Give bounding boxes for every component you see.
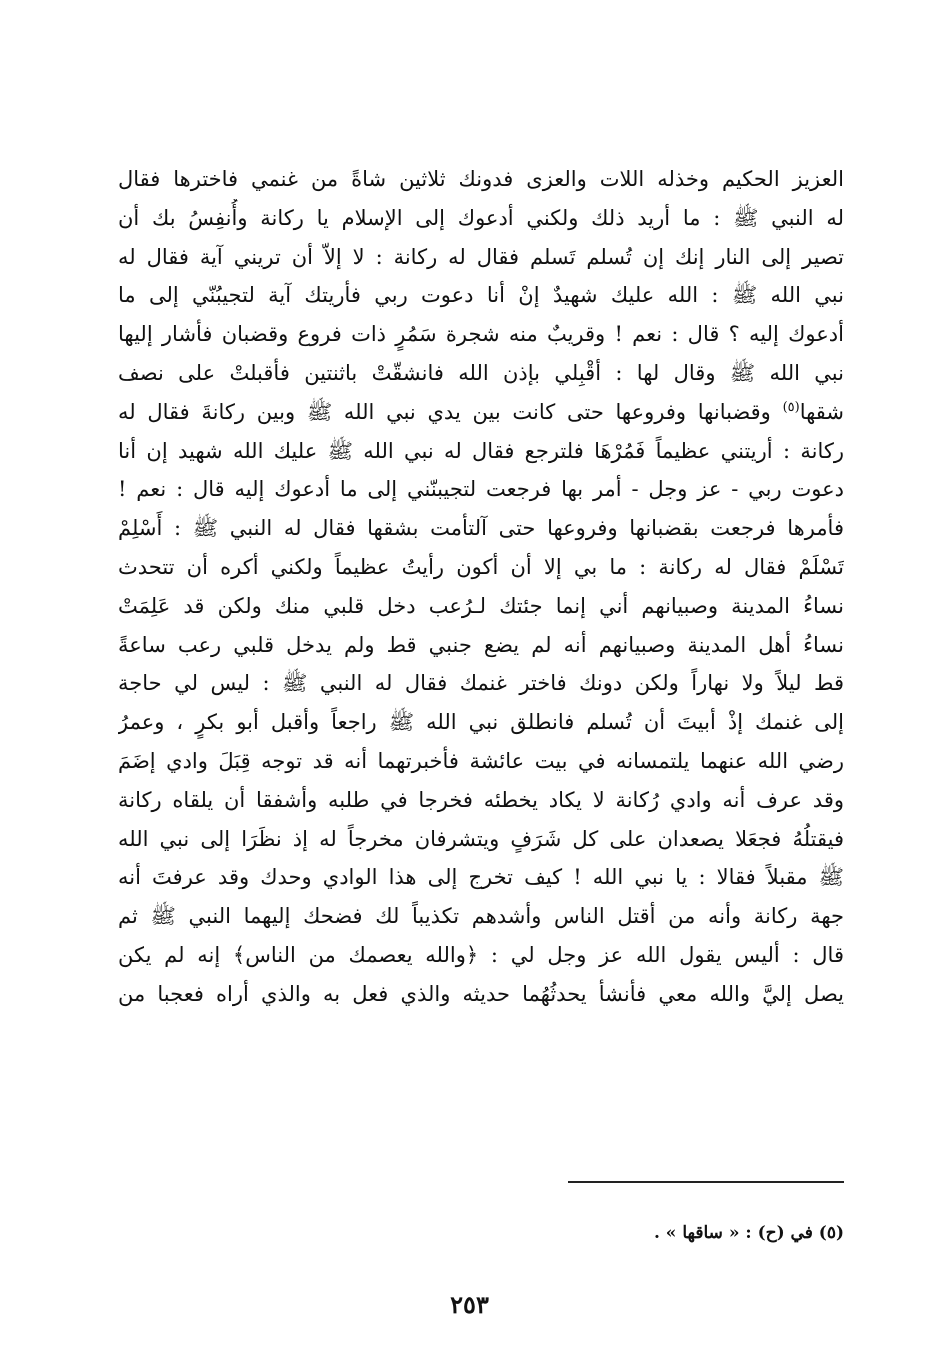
text-line-4: نبي الله ﷺ : الله عليك شهيدٌ إنْ أنا دعوت ربي فأريتك آية لتجيبُنّي إلى ما — [118, 283, 844, 308]
text-line-14: قط ليلاً ولا نهاراً ولكن دونك فاختر غنمك فقال له النبي ﷺ : ليس لي حاجة — [118, 671, 844, 696]
text-line-2: له النبي ﷺ : ما أريد ذلك ولكني أدعوك إلى الإسلام يا ركانة وأُنفِسُ بك أن — [118, 205, 844, 230]
body-text — [118, 160, 844, 1014]
text-line-3: تصير إلى النار إنك إن تُسلم تَسلم فقال له ركانة : لا إلاّ أن تريني آية فقال له — [118, 244, 844, 269]
text-line-22: يصل إليَّ والله معي فأنشأ يحدثُهُما حديثه والذي فعل به والذي أراه فعجبا من — [118, 981, 844, 1006]
text-line-17: وقد عرف أنه وادي رُكانة لا يكاد يخطئه فخرجا في طلبه وأشفقا أن يلقاه ركانة — [118, 787, 844, 812]
text-line-20: جهة ركانة وأنه من أقتل الناس وأشدهم تكذيباً لك فضحك إليهما النبي ﷺ ثم — [118, 904, 844, 929]
text-line-13: نساءُ أهل المدينة وصبيانهم أنه لم يضع جنبي قط ولم يدخل قلبي رعب ساعةً — [118, 632, 844, 657]
text-line-5: أدعوك إليه ؟ قال : نعم ! وقريبٌ منه شجرة سَمُرٍ ذات فروع وقضبان فأشار إليها — [118, 322, 844, 347]
text-line-9: دعوت ربي - عز وجل - أمر بها فرجعت لتجيبنّني إلى ما أدعوك إليه قال : نعم ! — [118, 477, 844, 502]
footnote-marker[interactable]: (٥) — [782, 399, 800, 415]
text-line-15: إلى غنمك إذْ أبيتَ أن تُسلم فانطلق نبي الله ﷺ راجعاً وأقبل أبو بكرٍ ، وعمرُ — [118, 710, 844, 735]
text-line-7 — [118, 393, 844, 432]
text-line-18: فيقتلُهُ فجعَلا يصعدان على كل شَرَفٍ ويتشرفان مخرجاً له إذ نظَرَا إلى نبي الله — [118, 826, 844, 851]
text-line-19: ﷺ مقبلاً فقالا : يا نبي الله ! كيف تخرج إلى هذا الوادي وحدك وقد عرفتَ أنه — [118, 865, 844, 890]
text-line-8: ركانة : أريتني عظيماً فَمُرْهَا فلترجع فقال له نبي الله ﷺ عليك الله شهيد إن أنا — [118, 438, 844, 463]
footnote-anchor-word: شقها — [799, 399, 844, 424]
text-line-16: رضي الله عنهما يلتمسانه في بيت عائشة فأخبرتهما أنه قد توجه قِبَلَ وادي إضَمَ — [118, 748, 844, 773]
footnote: (٥) في (ح) : « ساقها » . — [653, 1223, 844, 1243]
footnote-divider — [568, 1181, 844, 1183]
text-line-21: قال : أليس يقول الله عز وجل لي : ﴿والله يعصمك من الناس﴾ إنه لم يكن — [118, 942, 844, 967]
text-line-1: العزيز الحكيم وخذله اللات والعزى فدونك ثلاثين شاةً من غنمي فاخترها فقال — [118, 167, 844, 191]
text-line-7-rest: وقضبانها وفروعها حتى كانت بين يدي نبي الله ﷺ وبين ركانةَ فقال له — [118, 399, 771, 424]
text-line-10: فأمرها فرجعت بقضبانها وفروعها حتى آلتأمت بشقها فقال له النبي ﷺ : أَسْلِمْ — [118, 516, 844, 541]
text-line-12: نساءُ المدينة وصبيانهم أني إنما جئتك لـرُعب دخل قلبي منك ولكن قد عَلِمَتْ — [118, 593, 844, 618]
text-line-11: تَسْلَمْ فقال له ركانة : ما بي إلا أن أكون رأيتُ عظيماً ولكني أكره أن تتحدث — [118, 554, 844, 579]
text-line-6: نبي الله ﷺ وقال لها : أقْبِلي بإذن الله فانشقّتْ باثنتين فأقبلتْ على نصف — [118, 360, 844, 385]
page-number: ٢٥٣ — [450, 1290, 489, 1319]
